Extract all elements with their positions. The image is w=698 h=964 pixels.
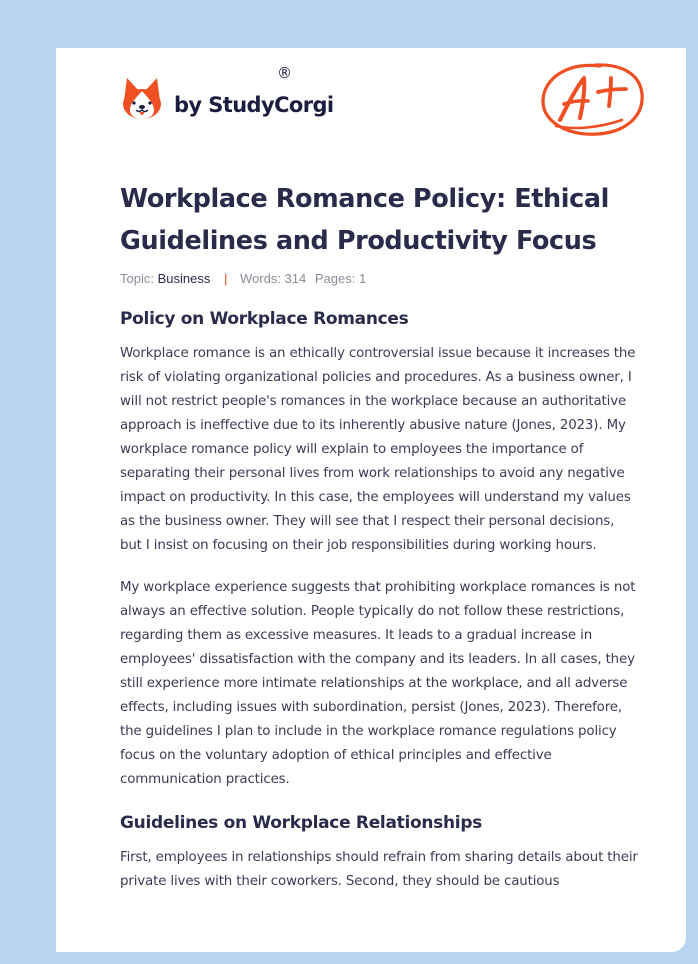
topic-value-link[interactable]: Business [157, 271, 211, 286]
studycorgi-logo[interactable] [121, 75, 334, 121]
document-content [120, 178, 640, 894]
a-plus-grade-icon [538, 60, 648, 140]
topic-label: Topic: [120, 271, 154, 286]
words-count: 314 [284, 271, 307, 286]
pages-count: 1 [358, 271, 367, 286]
section-heading-guidelines: Guidelines on Workplace Relationships [120, 813, 483, 833]
meta-separator: | [223, 271, 228, 286]
section-heading-policy: Policy on Workplace Romances [120, 309, 409, 329]
corgi-icon [121, 75, 163, 121]
paragraph: Workplace romance is an ethically controversial issue because it increases the risk of violating organizational policies and procedures. As a business owner, I will not restrict people's romances in the workplace because an authoritative approach is ineffective due to its inherently abusive nature (Jones, 2023). My workplace romance policy will explain to employees the importance of separating their personal lives from work relationships to avoid any negative impact on productivity. In this case, the employees will understand my values as the business owner. They will see that I respect their personal decisions, but I insist on focusing on their job responsibilities during working hours. [120, 346, 636, 553]
pages-label: Pages: [314, 271, 356, 286]
paragraph: First, employees in relationships should refrain from sharing details about their private lives with their coworkers. Second, they should be cautious [120, 850, 638, 889]
registered-mark: ® [277, 64, 292, 82]
paragraph: My workplace experience suggests that prohibiting workplace romances is not always an effective solution. People typically do not follow these restrictions, regarding them as excessive measures. It leads to a gradual increase in employees' dissatisfaction with the company and its leaders. In all cases, they still experience more intimate relationships at the workplace, and all adverse effects, including issues with subordination, persist (Jones, 2023). Therefore, the guidelines I plan to include in the workplace romance regulations policy focus on the voluntary adoption of ethical principles and effective communication practices. [120, 580, 636, 787]
words-label: Words: [239, 271, 281, 286]
document-title: Workplace Romance Policy: Ethical Guidelines and Productivity Focus [120, 184, 610, 256]
document-card [56, 48, 686, 952]
brand-name: by StudyCorgi [174, 93, 334, 117]
document-meta [120, 268, 640, 290]
